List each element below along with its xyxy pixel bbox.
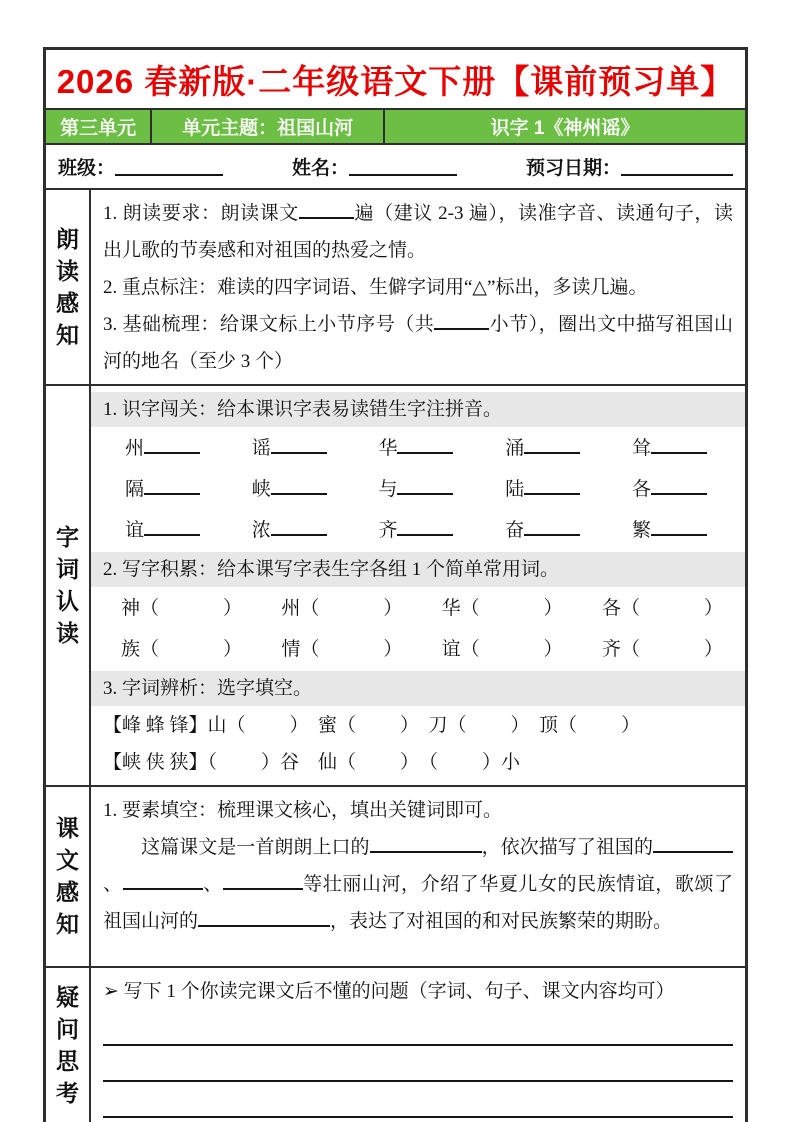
blank-line xyxy=(397,476,453,495)
blank-line xyxy=(299,200,354,219)
text: ，表达了对祖国的和对民族繁荣的期盼。 xyxy=(330,911,673,932)
text: 各 xyxy=(631,479,651,500)
worksheet-sheet xyxy=(43,47,748,1122)
text: ） 顶（ xyxy=(510,715,578,736)
unit-number: 第三单元 xyxy=(46,110,152,143)
fill-cell xyxy=(252,469,327,510)
fill-cell xyxy=(632,428,707,469)
blank-line xyxy=(397,517,453,536)
text: 神（ xyxy=(121,598,160,619)
section-label-char: 读 xyxy=(56,257,79,284)
text: 齐（ xyxy=(601,639,640,660)
text: ） 刀（ xyxy=(400,715,467,736)
text: 州 xyxy=(125,438,145,459)
section-label-char: 感 xyxy=(56,289,79,316)
blank-line xyxy=(434,311,489,330)
fill-cell xyxy=(252,428,327,469)
sections-container xyxy=(46,188,745,1122)
highlight-instruction xyxy=(91,671,745,706)
text-row xyxy=(91,269,745,306)
blank-line xyxy=(524,435,580,454)
blank-line xyxy=(123,871,203,890)
blank-line xyxy=(524,476,580,495)
blank-line xyxy=(198,908,330,927)
fill-cell xyxy=(442,629,563,670)
text: ） xyxy=(223,598,243,619)
text: 1. 朗读要求：朗读课文 xyxy=(103,203,299,224)
section-label-char: 考 xyxy=(56,1079,79,1106)
text: 2. 重点标注：难读的四字词语、生僻字词用“△”标出，多读几遍。 xyxy=(103,277,648,298)
blank-line xyxy=(370,834,482,853)
fill-cell xyxy=(442,588,563,629)
fill-cell xyxy=(125,510,200,551)
text: 奋 xyxy=(505,520,525,541)
fill-cell xyxy=(632,510,707,551)
text: 各（ xyxy=(601,598,640,619)
section-label-char: 问 xyxy=(56,1015,79,1042)
text: 、 xyxy=(202,874,223,895)
section-label-char: 课 xyxy=(56,815,79,841)
section-label-char: 词 xyxy=(56,556,79,582)
text: ➢ 写下 1 个你读完课文后不懂的问题（字词、句子、课文内容均可） xyxy=(103,981,675,1002)
section-label-char: 疑 xyxy=(56,983,79,1010)
section-label-char: 字 xyxy=(56,524,79,550)
text: 族（ xyxy=(121,639,160,660)
text: 谊（ xyxy=(441,639,480,660)
text: 遍（建议 2-3 遍），读准字音、读通句子，读出儿歌的节奏感和对祖国的热爱之情。 xyxy=(103,203,733,261)
section-body xyxy=(91,190,745,384)
text: 峡 xyxy=(251,479,271,500)
text: 小节），圈出文中描写祖国山河的地名（至少 3 个） xyxy=(103,314,733,372)
blank-line xyxy=(651,435,707,454)
highlight-instruction xyxy=(91,392,745,427)
class-blank-line xyxy=(115,157,223,176)
section-body xyxy=(91,968,745,1122)
text: 浓 xyxy=(251,520,271,541)
date-label: 预习日期： xyxy=(525,158,621,179)
blank-line xyxy=(223,871,303,890)
fill-cell xyxy=(281,629,402,670)
text: 州（ xyxy=(281,598,320,619)
section-label xyxy=(46,386,91,785)
text-row xyxy=(91,428,745,469)
highlight-instruction xyxy=(91,552,745,587)
blank-line xyxy=(524,517,580,536)
text: 隔 xyxy=(125,479,145,500)
text: 1. 要素填空：梳理课文核心，填出关键词即可。 xyxy=(103,800,503,821)
text: ，依次描写了祖国的 xyxy=(481,837,653,858)
text: 繁 xyxy=(631,520,651,541)
fill-cell xyxy=(125,428,200,469)
blank-line xyxy=(653,834,733,853)
text: ） xyxy=(383,598,403,619)
student-info-row xyxy=(46,145,745,188)
text: 情（ xyxy=(281,639,320,660)
date-blank-line xyxy=(621,157,733,176)
lesson-title: 识字 1《神州谣》 xyxy=(490,118,640,139)
text: ）小 xyxy=(482,752,521,773)
name-blank-line xyxy=(349,157,457,176)
section-question-thinking xyxy=(46,966,745,1122)
page-title: 2026 春新版·二年级语文下册【课前预习单】 xyxy=(56,62,735,100)
text: 谣 xyxy=(251,438,271,459)
text: 3. 字词辨析：选字填空。 xyxy=(103,678,313,699)
blank-line xyxy=(144,476,200,495)
fill-cell xyxy=(505,428,580,469)
section-body xyxy=(91,787,745,966)
text: ） xyxy=(621,715,641,736)
text: ） xyxy=(703,598,723,619)
text: ）谷 仙（ xyxy=(261,752,357,773)
blank-line xyxy=(271,435,327,454)
text-row xyxy=(91,629,745,670)
fill-cell xyxy=(252,510,327,551)
answer-line xyxy=(103,1044,733,1046)
text: ） xyxy=(543,598,563,619)
section-label xyxy=(46,787,91,966)
text: 1. 识字闯关：给本课识字表易读错生字注拼音。 xyxy=(103,399,503,420)
section-word-reading xyxy=(46,384,745,785)
class-label: 班级： xyxy=(58,158,116,179)
text-row xyxy=(91,792,745,829)
text-row xyxy=(91,195,745,269)
blank-line xyxy=(271,517,327,536)
text-row xyxy=(91,469,745,510)
text-row xyxy=(91,306,745,380)
text: 2. 写字积累：给本课写字表生字各组 1 个简单常用词。 xyxy=(103,559,560,580)
text-row xyxy=(91,707,745,744)
section-label-char: 知 xyxy=(56,321,79,348)
text-row xyxy=(91,588,745,629)
fill-cell xyxy=(378,510,453,551)
section-label-char: 朗 xyxy=(56,225,79,252)
blank-line xyxy=(651,476,707,495)
text: ） xyxy=(543,639,563,660)
fill-cell xyxy=(125,469,200,510)
section-label-char: 文 xyxy=(56,847,79,873)
section-body xyxy=(91,386,745,785)
name-field xyxy=(292,153,457,180)
text: 、 xyxy=(103,874,123,895)
answer-line xyxy=(103,1116,733,1118)
text: 华 xyxy=(378,438,398,459)
text-row xyxy=(91,829,745,940)
section-label-char: 感 xyxy=(56,879,79,905)
section-text-perception xyxy=(46,785,745,966)
text-row xyxy=(91,744,745,781)
section-label-char: 思 xyxy=(56,1047,79,1074)
text: 陆 xyxy=(505,479,525,500)
text: 涌 xyxy=(505,438,525,459)
blank-line xyxy=(397,435,453,454)
answer-line xyxy=(103,1080,733,1082)
text: ） （ xyxy=(400,752,439,773)
text: 齐 xyxy=(378,520,398,541)
text-row xyxy=(91,973,745,1010)
unit-theme: 单元主题：祖国山河 xyxy=(152,110,385,143)
text-row xyxy=(91,510,745,551)
section-label-char: 知 xyxy=(56,911,79,937)
text: 这篇课文是一首朗朗上口的 xyxy=(103,837,370,858)
text: ） xyxy=(383,639,403,660)
section-reading-perception xyxy=(46,188,745,384)
text: 等壮丽山河，介绍了华夏儿女的民族情谊，歌颂了祖国山河的 xyxy=(103,874,733,932)
fill-cell xyxy=(632,469,707,510)
text: 谊 xyxy=(125,520,145,541)
text: 华（ xyxy=(441,598,480,619)
date-field xyxy=(526,153,733,180)
fill-cell xyxy=(121,629,242,670)
fill-cell xyxy=(505,510,580,551)
text: ） 蜜（ xyxy=(289,715,357,736)
blank-line xyxy=(271,476,327,495)
text: ） xyxy=(223,639,243,660)
fill-cell xyxy=(378,469,453,510)
text: 【峡 侠 狭】（ xyxy=(103,752,218,773)
blank-line xyxy=(144,517,200,536)
fill-cell xyxy=(602,588,723,629)
fill-cell xyxy=(505,469,580,510)
fill-cell xyxy=(281,588,402,629)
blank-line xyxy=(144,435,200,454)
fill-cell xyxy=(121,588,242,629)
unit-header-row xyxy=(46,108,745,145)
section-label-char: 读 xyxy=(56,620,79,646)
text: 3. 基础梳理：给课文标上小节序号（共 xyxy=(103,314,435,335)
name-label: 姓名： xyxy=(291,158,349,179)
text: 耸 xyxy=(631,438,651,459)
section-label xyxy=(46,968,91,1122)
text: ） xyxy=(703,639,723,660)
section-label-char: 认 xyxy=(56,588,79,614)
section-label xyxy=(46,190,91,384)
class-field xyxy=(58,153,223,180)
text: 【峰 蜂 锋】山（ xyxy=(103,715,246,736)
blank-line xyxy=(651,517,707,536)
fill-cell xyxy=(378,428,453,469)
text: 与 xyxy=(378,479,398,500)
fill-cell xyxy=(602,629,723,670)
